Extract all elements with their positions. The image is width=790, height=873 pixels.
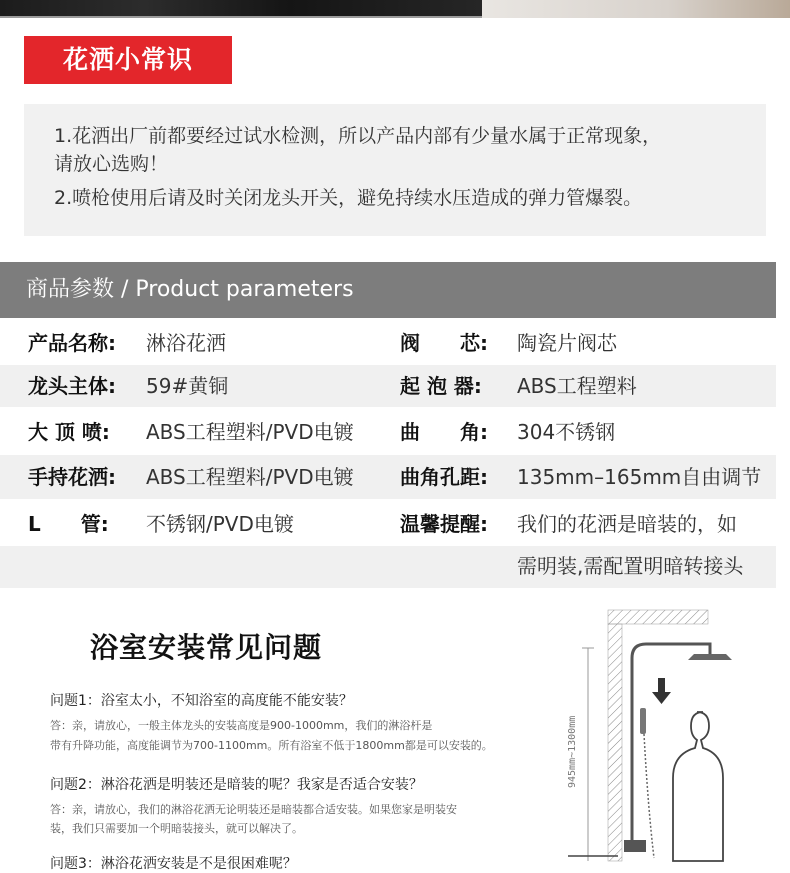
tip-line-1b: 请放心选购！ [54, 153, 169, 175]
param-label: 曲 角: [400, 420, 488, 444]
faq-answer-2b: 装，我们只需要加一个明暗装接头，就可以解决了。 [50, 822, 303, 835]
shower-head [688, 654, 732, 660]
tip-line-2: 2.喷枪使用后请及时关闭龙头开关，避免持续水压造成的弹力管爆裂。 [54, 187, 643, 209]
params-header: 商品参数 / Product parameters [0, 262, 776, 318]
faq-question-1: 问题1：浴室太小，不知浴室的高度能不能安装？ [50, 693, 353, 709]
param-row [0, 501, 776, 545]
param-label: 龙头主体: [28, 374, 116, 398]
faq-title: 浴室安装常见问题 [90, 631, 323, 664]
param-value: 我们的花洒是暗装的，如 [517, 512, 737, 536]
param-value: 需明装,需配置明暗转接头 [517, 554, 744, 578]
installation-diagram [548, 608, 790, 861]
param-value: 59#黄铜 [146, 374, 229, 398]
product-photo-light [482, 0, 790, 18]
faq-question-3: 问题3：淋浴花洒安装是不是很困难呢？ [50, 856, 297, 872]
tips-box [24, 104, 766, 236]
faq-question-2: 问题2：淋浴花洒是明装还是暗装的呢？我家是否适合安装？ [50, 777, 423, 793]
param-value: 不锈钢/PVD电镀 [146, 512, 294, 536]
product-photo-dark [0, 0, 482, 18]
faq-answer-1b: 带有升降功能，高度能调节为700-1100mm。所有浴室不低于1800mm都是可以安装的。 [50, 739, 493, 752]
param-label: 起 泡 器: [400, 374, 482, 398]
param-label: 手持花洒: [28, 465, 116, 489]
hand-shower [640, 708, 646, 734]
param-row [0, 365, 776, 407]
top-product-photo-strip [0, 0, 790, 18]
tips-title: 花洒小常识 [24, 36, 232, 84]
param-value: 304不锈钢 [517, 420, 616, 444]
arrow-head-icon [652, 692, 671, 704]
param-label: 大 顶 喷: [28, 420, 110, 444]
param-label: 阀 芯: [400, 331, 488, 355]
tip-line-1: 1.花洒出厂前都要经过试水检测，所以产品内部有少量水属于正常现象， [54, 125, 662, 147]
shower-hose [644, 734, 654, 858]
dimension-label: 945mm~1300mm [567, 715, 578, 788]
param-value: 陶瓷片阀芯 [517, 331, 617, 355]
faq-answer-1a: 答：亲，请放心，一般主体龙头的安装高度是900-1000mm，我们的淋浴杆是 [50, 719, 433, 732]
mixer-valve [624, 840, 646, 852]
wall-hatch [608, 624, 622, 861]
param-value: 135mm–165mm自由调节 [517, 465, 762, 489]
param-row [0, 323, 776, 363]
param-value: ABS工程塑料/PVD电镀 [146, 465, 354, 489]
param-row [0, 410, 776, 454]
faq-answer-2a: 答：亲，请放心，我们的淋浴花洒无论明装还是暗装都合适安装。如果您家是明装安 [50, 803, 457, 816]
param-row [0, 455, 776, 499]
param-label: 产品名称: [28, 331, 116, 355]
param-row-continued [0, 546, 776, 588]
param-label: 温馨提醒: [400, 512, 488, 536]
param-value: 淋浴花洒 [146, 331, 226, 355]
param-value: ABS工程塑料/PVD电镀 [146, 420, 354, 444]
arrow-icon [658, 678, 665, 692]
param-value: ABS工程塑料 [517, 374, 637, 398]
ceiling-hatch [608, 610, 708, 624]
person-silhouette [673, 712, 723, 861]
param-label: 曲角孔距: [400, 465, 488, 489]
param-label: L 管: [28, 512, 109, 536]
